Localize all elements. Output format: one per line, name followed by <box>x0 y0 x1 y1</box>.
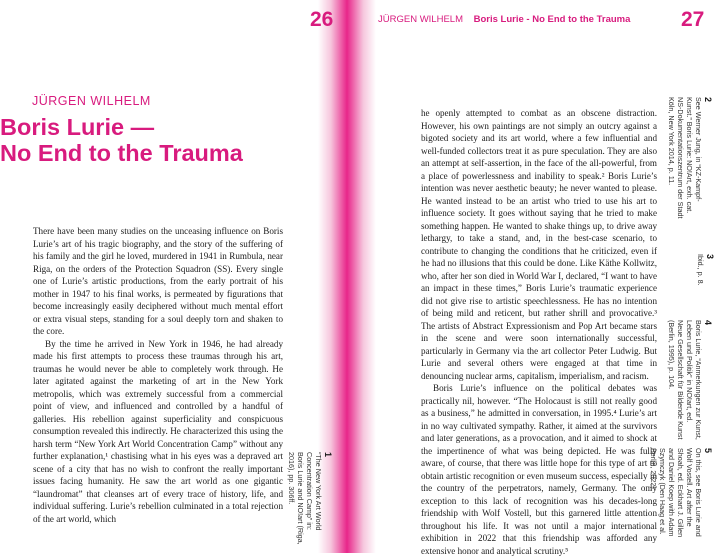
article-title-line2: No End to the Trauma <box>0 140 243 166</box>
footnote-4-number: 4 <box>703 320 713 326</box>
right-paragraph-2: Boris Lurie’s influence on the political debates was practically nil, however. “The Holocaust is still not really good as a business,” he admitted in conversation, in 1995.⁴ Lurie’s art in no way cultivated sympathy. Rather, it aimed at the survivors and later generations, as a provocation, and it aimed to shock at the impertinence of what was being depicted. He was fully aware, of course, that there was little hope for this type of art to obtain artistic recognition or even museum success, especially in the country of the perpetrators, namely, Germany. The only exception to this lack of recognition was his decades-long friendship with Wolf Vostell, but this garnered little attention throughout his life. It was not until a major international exhibition in 2022 that this friendship was afforded any extensive honor and analytical scrutiny.⁵ <box>421 383 657 556</box>
footnote-3-number: 3 <box>705 254 715 260</box>
footnote-2-text: See Werner Jung, in “KZ-Kampf-Kunst.” Boris Lurie: NO!Art, exh. cat. NS-Dokumentationszentrum der Stadt Köln, New York 2014, p. 11. <box>667 97 703 219</box>
article-author: JÜRGEN WILHELM <box>32 94 151 108</box>
footnote-1-number: 1 <box>323 452 333 458</box>
footnote-2 <box>667 97 713 222</box>
running-head-author: JÜRGEN WILHELM <box>378 14 463 25</box>
right-page-number: 27 <box>681 8 705 31</box>
footnote-4-text: Boris Lurie, “Anmerkungen zur Kunst, Leben und Politik” in NO!art, ed. Neue Gesellschaft für Bildende Kunst (Berlin, 1995), p. 104. <box>667 320 703 440</box>
footnote-5-text: On this, see Boris Lurie and Wolf Vostell. Art after the Shoah, ed. Eckhart J. Gillen and Daniel Koep with Adam Szymczyk (Den Haag et al. Berlin, 2022). <box>649 448 703 538</box>
article-title-line1: Boris Lurie — <box>0 114 155 140</box>
footnote-5-number: 5 <box>703 448 713 454</box>
right-body-text <box>421 107 657 557</box>
footnote-1 <box>287 452 333 547</box>
article-title <box>0 114 243 166</box>
running-head <box>378 14 630 25</box>
footnote-2-number: 2 <box>703 97 713 103</box>
footnote-1-text: “The New York Art World Concentration Camp” in: Boris Lurie and NO!art (Riga, 2016), pp. 306ff. <box>287 452 323 545</box>
footnote-5 <box>649 448 713 548</box>
left-paragraph-2: By the time he arrived in New York in 1946, he had already made his first attempts to process these traumas through his art, traumas he would never be able to completely work through. He later agitated against the marketing of art in the New York metropolis, which was extremely successful from a commercial point of view, and influenced and controlled by a handful of galleries. His rebellion against superficiality and conspicuous consumption revealed this indirectly. He characterized this using the harsh term “New York Art World Concentration Camp” without any further explanation,¹ chastising what in his eyes was a depraved art scene of a city that has no wish to confront the really important issues facing humanity. He saw the art world as one gigantic “laundromat” that cleanses art of every trace of history, life, and individual suffering. Lurie’s rebellion culminated in a total rejection of the art world, which <box>33 338 283 524</box>
footnote-3-text: Ibid., p. 8. <box>696 254 705 286</box>
footnote-4 <box>667 320 713 440</box>
left-body-text <box>33 225 283 525</box>
running-head-title: Boris Lurie - No End to the Trauma <box>473 14 631 25</box>
right-paragraph-1: he openly attempted to combat as an obscene distraction. However, his own paintings are not simply an outcry against a bigoted society and its art world, where a few influential and well-funded collectors treat it as pure speculation. They are also an attempt at self-assertion, in the face of the all-powerful, from a place of powerlessness and inability to speak.² Boris Lurie’s intention was never aesthetic beauty; he never wanted to please. He wanted instead to be an artist who tried to use his art to influence society. It goes without saying that he tried to make something happen. He wanted to shake things up, to drive away lethargy, to take a stand, and, in the best-case scenario, to contribute to changing the conditions that he criticized, even if he had no illusions that this could be done. Like Käthe Kollwitz, who, after her son died in World War I, declared, “I want to have an impact in these times,” Boris Lurie’s traumatic experience did not give rise to artistic speechlessness. He has no intention of being mild and reticent, but rather shrill and provocative.³ The artists of Abstract Expressionism and Pop Art became stars in the scene and were soon internationally successful, particularly in Germany via the art collector Peter Ludwig. But Lurie and several others were engaged at that time in denouncing nuclear arms, capitalism, imperialism, and racism. <box>421 108 657 381</box>
left-paragraph-1: There have been many studies on the unceasing influence on Boris Lurie’s art of his tragic biography, and the story of the suffering of his family and the girl he loved, murdered in 1941 in Rumbula, near Riga, on the orders of the Protection Squadron (SS). Every single one of Lurie’s artistic productions, from the early portrait of his mother in 1947 to his final works, is permeated by figurations that become increasingly easily deciphered without much mental effort or extra visual steps, standing for a soul deeply torn and shaken to the core. <box>33 226 283 336</box>
left-page-number: 26 <box>310 8 334 31</box>
footnote-3 <box>696 254 715 314</box>
